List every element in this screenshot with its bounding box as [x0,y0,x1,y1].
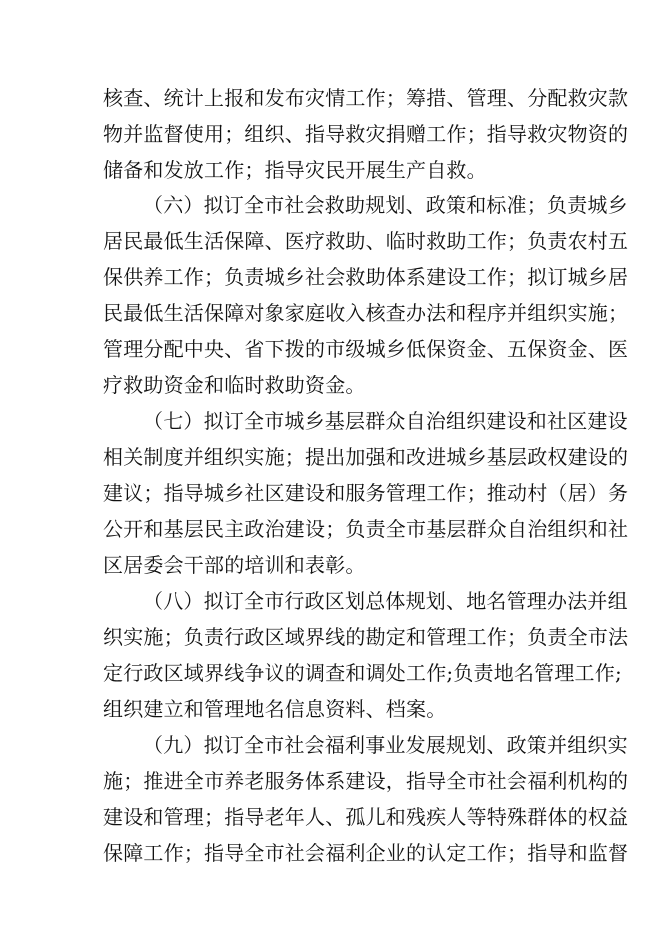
text-line: 建设和管理；指导老年人、孤儿和残疾人等特殊群体的权益 [103,805,629,829]
text-line: 建议；指导城乡社区建设和服务管理工作；推动村（居）务 [103,481,629,505]
text-line: 核查、统计上报和发布灾情工作；筹措、管理、分配救灾款 [103,86,629,110]
text-line: 居民最低生活保障、医疗救助、临时救助工作；负责农村五 [103,229,629,253]
text-line: 区居委会干部的培训和表彰。 [103,553,366,577]
text-line: 保供养工作；负责城乡社会救助体系建设工作；拟订城乡居 [103,265,629,289]
text-line: 施；推进全市养老服务体系建设，指导全市社会福利机构的 [103,769,629,793]
text-line: 组织建立和管理地名信息资料、档案。 [103,697,447,721]
text-line: 公开和基层民主政治建设；负责全市基层群众自治组织和社 [103,517,629,541]
text-line: （七）拟订全市城乡基层群众自治组织建设和社区建设 [143,409,628,433]
text-line: （九）拟订全市社会福利事业发展规划、政策并组织实 [143,733,628,757]
text-line: 保障工作；指导全市社会福利企业的认定工作；指导和监督 [103,841,629,865]
text-line: 储备和发放工作；指导灾民开展生产自救。 [103,158,487,182]
text-line: 织实施；负责行政区域界线的勘定和管理工作；负责全市法 [103,625,629,649]
text-line: 管理分配中央、省下拨的市级城乡低保资金、五保资金、医 [103,337,629,361]
text-line: 物并监督使用；组织、指导救灾捐赠工作；指导救灾物资的 [103,122,629,146]
text-line: （六）拟订全市社会救助规划、政策和标准；负责城乡 [143,193,628,217]
text-line: 相关制度并组织实施；提出加强和改进城乡基层政权建设的 [103,445,629,469]
text-line: （八）拟订全市行政区划总体规划、地名管理办法并组 [143,589,628,613]
text-line: 疗救助资金和临时救助资金。 [103,373,366,397]
text-line: 民最低生活保障对象家庭收入核查办法和程序并组织实施； [103,301,629,325]
text-line: 定行政区域界线争议的调查和调处工作;负责地名管理工作; [103,661,622,685]
